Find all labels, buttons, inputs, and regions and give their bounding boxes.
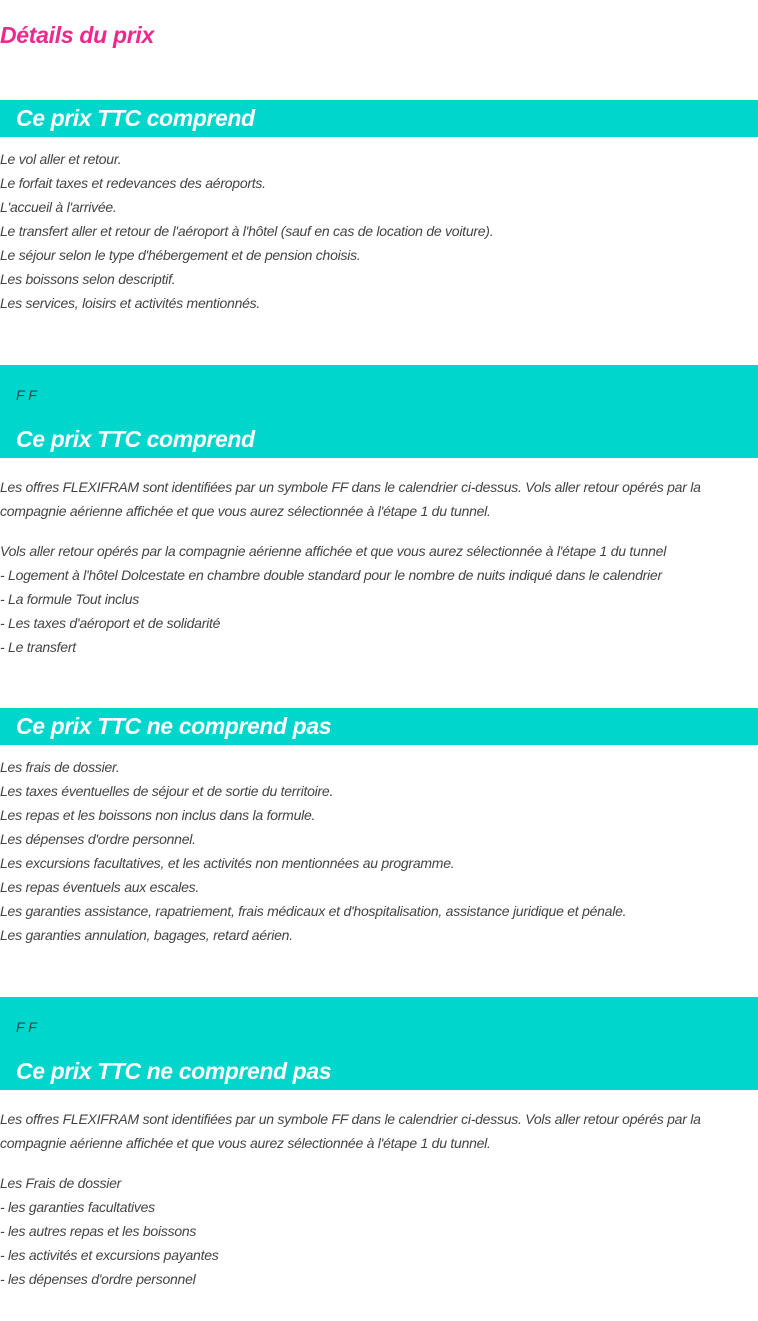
section-heading: Ce prix TTC comprend (16, 105, 255, 131)
list-item: - Logement à l'hôtel Dolcestate en chambre double standard pour le nombre de nuits indiqué dans le calendrier (0, 567, 662, 583)
list-item: - les autres repas et les boissons (0, 1223, 197, 1239)
list-item: - les garanties facultatives (0, 1199, 155, 1215)
includes-list (0, 137, 758, 315)
page-title: Détails du prix (0, 22, 154, 48)
section-flexifram-includes (0, 365, 758, 659)
list-item: - les activités et excursions payantes (0, 1247, 219, 1263)
list-item: Les dépenses d'ordre personnel. (0, 831, 196, 847)
list-item: L'accueil à l'arrivée. (0, 199, 117, 215)
section-heading: Ce prix TTC ne comprend pas (16, 713, 332, 739)
list-item: Les garanties annulation, bagages, retard aérien. (0, 927, 293, 943)
list-item: Le vol aller et retour. (0, 151, 122, 167)
list-item: Les Frais de dossier (0, 1175, 122, 1191)
list-item: - La formule Tout inclus (0, 591, 139, 607)
ff-badge: F F (16, 387, 37, 403)
section-header-band (0, 708, 758, 745)
flexifram-intro: Les offres FLEXIFRAM sont identifiées par un symbole FF dans le calendrier ci-dessus. Vols aller retour opérés par la compagnie aérienne affichée et que vous aurez sélectionnée à l'étape 1 du tunnel. (0, 479, 701, 519)
list-item: Les repas et les boissons non inclus dans la formule. (0, 807, 316, 823)
section-includes (0, 100, 758, 315)
list-item: Le forfait taxes et redevances des aéroports. (0, 175, 266, 191)
list-item: - Les taxes d'aéroport et de solidarité (0, 615, 221, 631)
list-item: Les excursions facultatives, et les activités non mentionnées au programme. (0, 855, 455, 871)
list-item: - Le transfert (0, 639, 76, 655)
ff-badge: F F (16, 1019, 37, 1035)
section-excludes (0, 708, 758, 947)
flexifram-excludes-list (0, 1155, 758, 1291)
list-item: Le transfert aller et retour de l'aéroport à l'hôtel (sauf en cas de location de voiture). (0, 223, 494, 239)
section-heading: Ce prix TTC comprend (16, 426, 255, 452)
section-header-band (0, 100, 758, 137)
list-item: - les dépenses d'ordre personnel (0, 1271, 196, 1287)
list-item: Les boissons selon descriptif. (0, 271, 176, 287)
flexifram-intro: Les offres FLEXIFRAM sont identifiées par un symbole FF dans le calendrier ci-dessus. Vols aller retour opérés par la compagnie aérienne affichée et que vous aurez sélectionnée à l'étape 1 du tunnel. (0, 1111, 701, 1151)
section-header-band (0, 365, 758, 458)
list-item: Le séjour selon le type d'hébergement et de pension choisis. (0, 247, 361, 263)
excludes-list (0, 745, 758, 947)
list-item: Vols aller retour opérés par la compagnie aérienne affichée et que vous aurez sélectionnée à l'étape 1 du tunnel (0, 543, 667, 559)
flexifram-includes-list (0, 523, 758, 659)
section-header-band (0, 997, 758, 1090)
list-item: Les garanties assistance, rapatriement, frais médicaux et d'hospitalisation, assistance juridique et pénale. (0, 903, 627, 919)
section-heading: Ce prix TTC ne comprend pas (16, 1058, 332, 1084)
list-item: Les services, loisirs et activités mentionnés. (0, 295, 261, 311)
list-item: Les taxes éventuelles de séjour et de sortie du territoire. (0, 783, 334, 799)
list-item: Les repas éventuels aux escales. (0, 879, 200, 895)
list-item: Les frais de dossier. (0, 759, 120, 775)
section-flexifram-excludes (0, 997, 758, 1291)
